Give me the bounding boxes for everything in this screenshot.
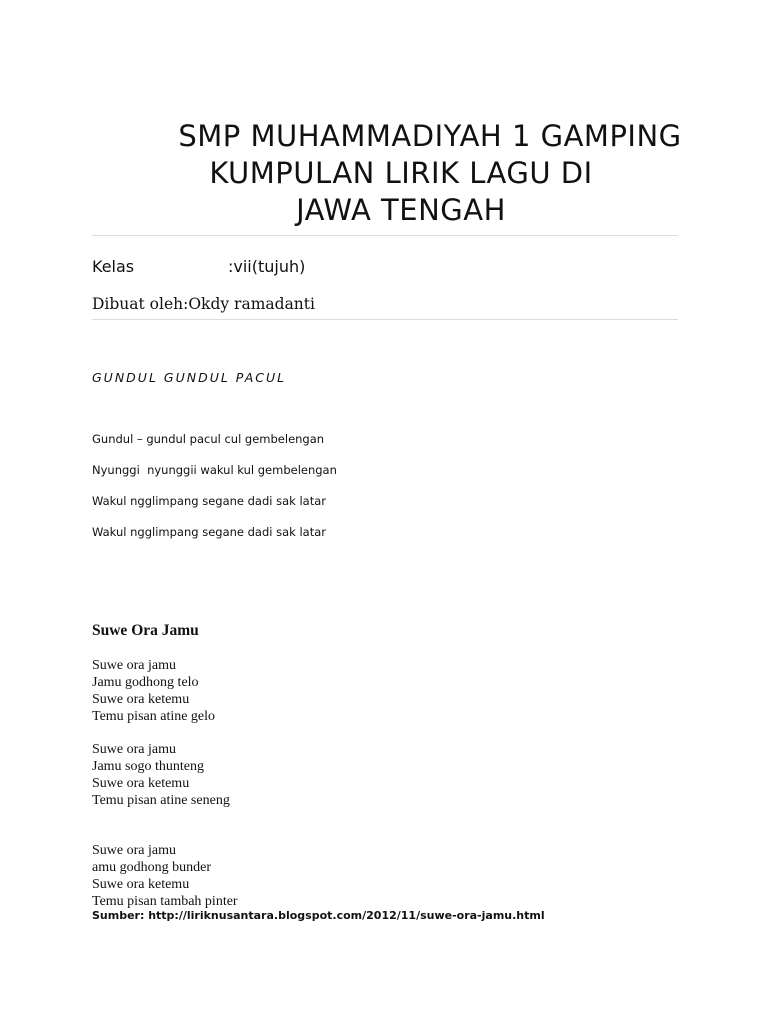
divider-top <box>92 235 678 236</box>
lyric-line: Wakul ngglimpang segane dadi sak latar <box>92 525 327 539</box>
lyric-line: Temu pisan atine seneng <box>92 793 230 808</box>
lyric-line: Suwe ora ketemu <box>92 776 190 791</box>
lyric-line: Suwe ora jamu <box>92 742 176 757</box>
lyric-line: Gundul – gundul pacul cul gembelengan <box>92 432 325 446</box>
title-line-region: JAWA TENGAH <box>296 193 506 227</box>
divider-bottom <box>92 319 678 320</box>
document-title <box>92 118 710 229</box>
kelas-label: Kelas <box>92 257 135 276</box>
lyric-line: Suwe ora ketemu <box>92 877 190 892</box>
stanza-3 <box>92 842 238 910</box>
lyric-line: Jamu sogo thunteng <box>92 759 204 774</box>
lyric-line: Suwe ora ketemu <box>92 692 190 707</box>
lyric-line: Suwe ora jamu <box>92 843 176 858</box>
song-lyrics-gundul-pacul <box>92 432 337 556</box>
source-citation: Sumber: http://liriknusantara.blogspot.com/2012/11/suwe-ora-jamu.html <box>92 909 545 922</box>
song-title-gundul-pacul: GUNDUL GUNDUL PACUL <box>92 370 287 385</box>
stanza-2 <box>92 741 230 809</box>
kelas-row <box>92 257 305 276</box>
lyric-line: Nyunggi nyunggii wakul kul gembelengan <box>92 463 337 477</box>
title-line-collection: KUMPULAN LIRIK LAGU DI <box>209 156 593 190</box>
song-title-suwe-ora-jamu: Suwe Ora Jamu <box>92 622 199 639</box>
title-line-school: SMP MUHAMMADIYAH 1 GAMPING <box>178 119 682 153</box>
lyric-line: Suwe ora jamu <box>92 658 176 673</box>
kelas-value: :vii(tujuh) <box>228 257 306 276</box>
stanza-1 <box>92 657 215 725</box>
lyric-line: amu godhong bunder <box>92 860 211 875</box>
lyric-line: Temu pisan tambah pinter <box>92 894 238 909</box>
lyric-line: Temu pisan atine gelo <box>92 709 216 724</box>
author-line: Dibuat oleh:Okdy ramadanti <box>92 295 315 313</box>
lyric-line: Jamu godhong telo <box>92 675 199 690</box>
lyric-line: Wakul ngglimpang segane dadi sak latar <box>92 494 327 508</box>
